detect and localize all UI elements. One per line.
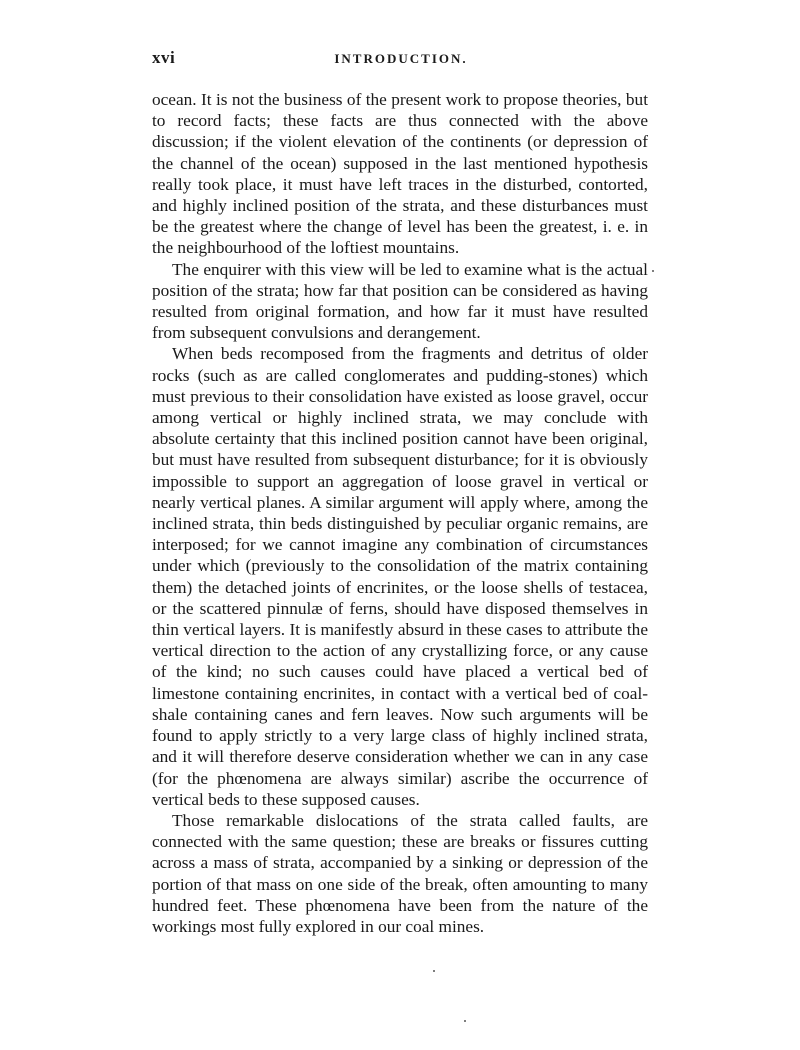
speck-mark [464,1020,466,1022]
paragraph-3: When beds recomposed from the fragments and detritus of older rocks (such as are called conglomerates and pudding-stones) which must previous to their consolidation have existed as loose gravel, occur among vertical or highly inclined strata, we may conclude with absolute certainty that this inclined position cannot have been original, but must have resulted from subsequent disturbance; for it is obviously impossible to support an aggregation of loose gravel in vertical or nearly vertical planes. A similar argument will apply where, among the inclined strata, thin beds distinguished by peculiar organic remains, are interposed; for we cannot imagine any combination of circumstances under which (previously to the consolidation of the matrix containing them) the detached joints of encrinites, or the loose shells of testacea, or the scattered pinnulæ of ferns, should have disposed themselves in thin vertical layers. It is manifestly absurd in these cases to attribute the vertical direction to the action of any crystallizing force, or any cause of the kind; no such causes could have placed a vertical bed of limestone containing encrinites, in contact with a vertical bed of coal-shale containing canes and fern leaves. Now such arguments will be found to apply strictly to a very large class of highly inclined strata, and it will therefore deserve consideration whether we can in any case (for the phœnomena are always similar) ascribe the occurrence of vertical beds to these supposed causes. [152,344,648,809]
body-text [152,89,648,937]
page-number: xvi [152,48,176,67]
section-title: INTRODUCTION. [334,51,468,66]
paragraph-4: Those remarkable dislocations of the strata called faults, are connected with the same question; these are breaks or fissures cutting across a mass of strata, accompanied by a sinking or depression of the portion of that mass on one side of the break, often amounting to many hundred feet. These phœnomena have been from the nature of the workings most fully explored in our coal mines. [152,810,648,936]
speck-mark [652,270,654,272]
running-head [152,48,650,70]
speck-mark [433,970,435,972]
paragraph-1: ocean. It is not the business of the present work to propose theories, but to record facts; these facts are thus connected with the above discussion; if the violent elevation of the continents (or depression of the channel of the ocean) supposed in the last mentioned hypothesis really took place, it must have left traces in the disturbed, contorted, and highly inclined position of the strata, and these disturbances must be the greatest where the change of level has been the greatest, i. e. in the neighbourhood of the loftiest mountains. [152,90,648,258]
paragraph-2: The enquirer with this view will be led to examine what is the actual position of the strata; how far that position can be considered as having resulted from original formation, and how far it must have resulted from subsequent convulsions and derangement. [152,259,648,343]
